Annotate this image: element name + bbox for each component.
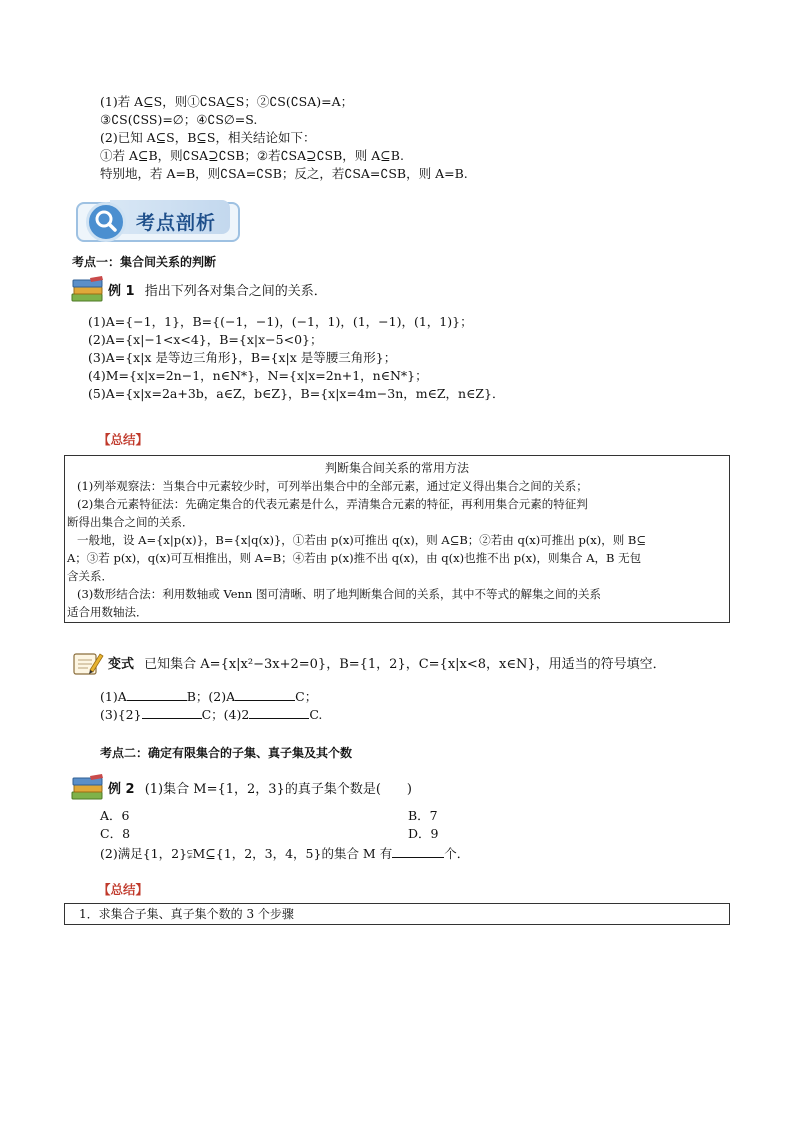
fill-text: (3){2} <box>100 707 142 722</box>
example-prompt: (1)集合 M={1，2，3}的真子集个数是( ) <box>144 782 412 797</box>
answer-blank[interactable] <box>235 688 295 701</box>
summary-label: 【总结】 <box>98 882 149 897</box>
box-line: 含关系． <box>67 569 113 583</box>
notebook-pencil-icon <box>72 650 104 680</box>
example-header <box>108 782 412 798</box>
list-item: (2)A={x|−1<x<4}，B={x|x−5<0}； <box>88 332 323 347</box>
fill-row <box>100 845 469 862</box>
box-line: (3)数形结合法：利用数轴或 Venn 图可清晰、明了地判断集合间的关系，其中不等式的解集之间的关系 <box>77 587 601 601</box>
fill-row <box>100 706 322 723</box>
list-item: (5)A={x|x=2a+3b，a∈Z，b∈Z}，B={x|x=4m−3n，m∈Z，n∈Z}． <box>88 386 505 401</box>
box-title: 判断集合间关系的常用方法 <box>324 461 469 475</box>
variant-header <box>108 657 666 673</box>
example-label: 例 2 <box>108 782 135 797</box>
section-banner <box>76 198 240 240</box>
fill-text: (1)A <box>100 689 127 704</box>
books-icon <box>70 276 106 308</box>
fill-text: (2)满足{1，2}⫋M⊆{1，2，3，4，5}的集合 M 有 <box>100 846 393 861</box>
option-b: B．7 <box>408 808 438 823</box>
text-line: 特别地，若 A=B，则∁SA=∁SB；反之，若∁SA=∁SB，则 A=B. <box>100 166 468 181</box>
option-d: D．9 <box>408 826 439 841</box>
box-line: 适合用数轴法． <box>67 605 148 619</box>
books-icon <box>70 774 106 806</box>
example-header <box>108 284 327 300</box>
box-line: (2)集合元素特征法：先确定集合的代表元素是什么，弄清集合元素的特征，再利用集合元素的特征判 <box>77 497 588 511</box>
box-line: 一般地，设 A={x|p(x)}，B={x|q(x)}，①若由 p(x)可推出 q(x)，则 A⊆B；②若由 q(x)可推出 p(x)，则 B⊆ <box>77 533 646 547</box>
box-line: 1．求集合子集、真子集个数的 3 个步骤 <box>79 907 294 921</box>
list-item: (4)M={x|x=2n−1，n∈N*}，N={x|x=2n+1，n∈N*}； <box>88 368 428 383</box>
fill-row <box>100 688 317 705</box>
example-label: 例 1 <box>108 284 135 299</box>
variant-label: 变式 <box>108 657 135 672</box>
box-line: A；③若 p(x)，q(x)可互相推出，则 A=B；④若由 p(x)推不出 q(x)，由 q(x)也推不出 p(x)，则集合 A，B 无包 <box>67 551 642 565</box>
fill-text: C； <box>295 689 318 704</box>
answer-blank[interactable] <box>392 845 444 858</box>
answer-blank[interactable] <box>142 706 202 719</box>
answer-blank[interactable] <box>249 706 309 719</box>
answer-blank[interactable] <box>127 688 187 701</box>
list-item: (3)A={x|x 是等边三角形}，B={x|x 是等腰三角形}； <box>88 350 397 365</box>
box-line: 断得出集合之间的关系． <box>67 515 194 529</box>
summary-label: 【总结】 <box>98 432 149 447</box>
fill-text: C. <box>309 707 323 722</box>
section-heading: 考点二：确定有限集合的子集、真子集及其个数 <box>100 746 353 760</box>
text-line: ③∁S(∁SS)=∅；④∁S∅=S. <box>100 112 258 127</box>
example-prompt: 指出下列各对集合之间的关系． <box>144 284 327 299</box>
fill-text: B；(2)A <box>186 689 236 704</box>
magnifier-icon <box>86 202 126 242</box>
fill-text: C；(4)2 <box>201 707 250 722</box>
banner-title: 考点剖析 <box>136 212 217 234</box>
text-line: (2)已知 A⊆S，B⊆S，相关结论如下： <box>100 130 316 145</box>
option-a: A．6 <box>100 808 130 823</box>
option-c: C．8 <box>100 826 131 841</box>
section-heading: 考点一：集合间关系的判断 <box>72 255 217 269</box>
fill-text: 个． <box>444 846 470 861</box>
summary-box <box>64 903 730 925</box>
text-line: (1)若 A⊆S，则①∁SA⊆S；②∁S(∁SA)=A； <box>100 94 354 109</box>
variant-prompt: 已知集合 A={x|x²−3x+2=0}，B={1，2}，C={x|x<8，x∈N}，用适当的符号填空． <box>144 657 666 672</box>
box-line: (1)列举观察法：当集合中元素较少时，可列举出集合中的全部元素，通过定义得出集合之间的关系； <box>77 479 588 493</box>
list-item: (1)A={−1，1}，B={(−1，−1)，(−1，1)，(1，−1)，(1，1)}； <box>88 314 473 329</box>
text-line: ①若 A⊆B，则∁SA⊇∁SB；②若∁SA⊇∁SB，则 A⊆B. <box>100 148 404 163</box>
summary-box <box>64 455 730 623</box>
